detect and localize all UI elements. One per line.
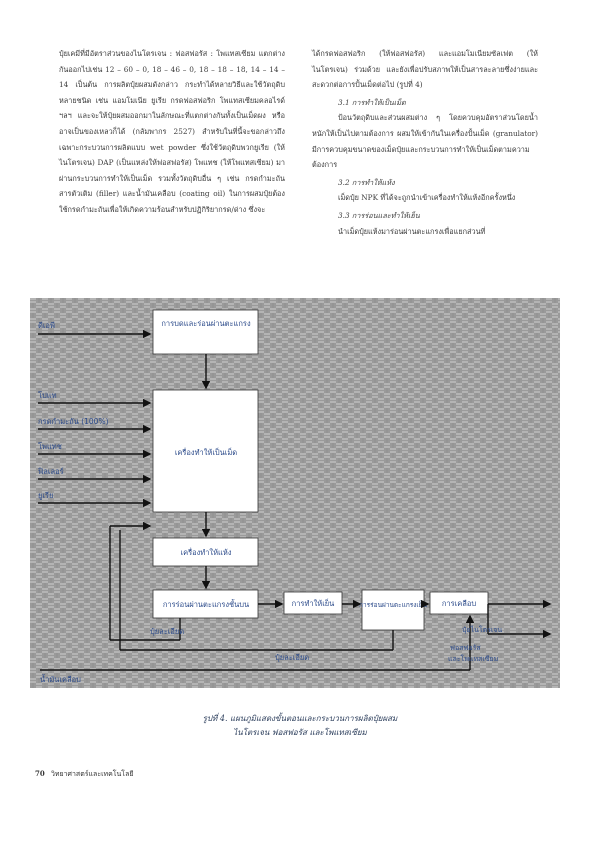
screen-upper-label: การร่อนผ่านตะแกรงชั้นบน: [162, 600, 250, 609]
box-screen-cool: [362, 590, 424, 630]
section-heading-3-1: 3.1 การทำให้เป็นเม็ด: [338, 97, 406, 107]
process-flow-figure: [30, 298, 560, 688]
section-text-3-3: นำเม็ดปุ๋ยแห้งมาร่อนผ่านตะแกรงเพื่อแยกส่วนที่: [338, 226, 486, 236]
input-label-dap: ดีเอพี: [38, 321, 55, 330]
input-label-urea: ยูเรีย: [38, 491, 54, 500]
input-label-potash-a: โปแท: [38, 391, 57, 400]
crush-label-text: การบดและร่อนผ่านตะแกรง: [161, 319, 251, 328]
journal-name: วิทยาศาสตร์และเทคโนโลยี: [50, 770, 134, 778]
output-label-2: ฟอสฟอรัส: [450, 644, 481, 652]
figure-caption: [120, 712, 480, 740]
caption-line-2: ไนโตรเจน ฟอสฟอรัส และโพแทสเซียม: [233, 728, 367, 737]
left-column: [59, 46, 285, 218]
right-column: [312, 46, 538, 239]
section-heading-3-3: 3.3 การร่อนและทำให้เย็น: [338, 210, 420, 220]
input-label-filler: ฟิลเลอร์: [38, 467, 64, 476]
caption-line-1: รูปที่ 4. แผนภูมิแสดงขั้นตอนและกระบวนการผลิตปุ๋ยผสม: [202, 714, 398, 723]
fines-label-2: ปุ๋ยละเอียด: [275, 653, 310, 662]
left-paragraph: ปุ๋ยเคมีที่มีอัตราส่วนของไนโตรเจน : ฟอสฟอรัส : โพแทสเซียม แตกต่างกันออกไปเช่น 12 – 60 – 0, 18 – 46 – 0, 18 – 18 – 18, 14 – 14 – 14 เป็นต้น การผลิตปุ๋ยผสมดังกล่าว กระทำได้หลายวิธีและใช้วัตถุดิบหลายชนิด เช่น แอมโมเนีย ยูเรีย กรดฟอสฟอริก โพแทสเซียมคลอไรด์ ฯลฯ และจะให้ปุ๋ยผสมออกมาในลักษณะที่แตกต่างกันทั้งเป็นเม็ดผง หรืออาจเป็นของเหลวก็ได้ (กลัมพากร 2527) สำหรับในที่นี้จะขอกล่าวถึงเฉพาะกระบวนการผลิตแบบ wet powder ซึ่งใช้วัตถุดิบพวกยูเรีย (ให้ไนโตรเจน) DAP (เป็นแหล่งให้ฟอสฟอรัส) โพแทช (ให้โพแทสเซียม) มาผ่านกระบวนการทำให้เป็นเม็ด รวมทั้งวัตถุดิบอื่น ๆ เช่น กรดกำมะถัน สารตัวเติม (filler) และน้ำมันเคลือบ (coating oil) ในการผสมปุ๋ยต้องใช้กรดกำมะถันเพื่อให้เกิดความร้อนสำหรับปฏิกิริยากรด/ด่าง ซึ่งจะ: [59, 49, 285, 214]
section-text-3-2: เม็ดปุ๋ย NPK ที่ได้จะถูกนำเข้าเครื่องทำให้แห้งอีกครั้งหนึ่ง: [338, 193, 516, 203]
output-label-3: และโพแทสเซียม: [448, 655, 499, 663]
dryer-label: เครื่องทำให้แห้ง: [180, 548, 232, 557]
crush-label: [161, 319, 251, 328]
input-label-sulfuric-acid: กรดกำมะถัน (100%): [38, 417, 109, 426]
screen-cool-label: การร่อนผ่านตะแกรงเย็น: [359, 601, 427, 609]
section-heading-3-2: 3.2 การทำให้แห้ง: [338, 177, 395, 187]
page-number: 70: [35, 769, 45, 778]
section-text-3-1: ป้อนวัตถุดิบและส่วนผสมต่าง ๆ โดยควบคุมอัตราส่วนโดยน้ำหนักให้เป็นไปตามต้องการ ผสมให้เข้ากันในเครื่องปั้นเม็ด (granulator) มีการควบคุมขนาดของเม็ดปุ๋ยและกระบวนการทำให้เป็นเม็ดตามความต้องการ: [312, 113, 538, 170]
coating-label: การเคลือบ: [441, 599, 477, 608]
box-crush-screen: [153, 310, 258, 354]
flowchart-svg: [30, 298, 560, 688]
output-label-1: ปุ๋ยไนโตรเจน: [462, 626, 503, 634]
cooling-label: การทำให้เย็น: [291, 599, 335, 608]
input-label-potash: โพแทช: [38, 442, 62, 451]
fines-label-1: ปุ๋ยละเอียด: [150, 627, 185, 636]
page-footer: [35, 769, 133, 780]
coating-oil-label: น้ำมันเคลือบ: [40, 675, 81, 684]
right-paragraph: ได้กรดฟอสฟอริก (ให้ฟอสฟอรัส) และแอมโมเนียมซัลเฟต (ให้ไนโตรเจน) ร่วมด้วย และยังเพื่อปรับสภาพให้เป็นสารละลายซึ่งง่ายและสะดวกต่อการปั้นเม็ดต่อไป (รูปที่ 4): [312, 49, 538, 90]
granulator-label: เครื่องทำให้เป็นเม็ด: [174, 448, 238, 457]
